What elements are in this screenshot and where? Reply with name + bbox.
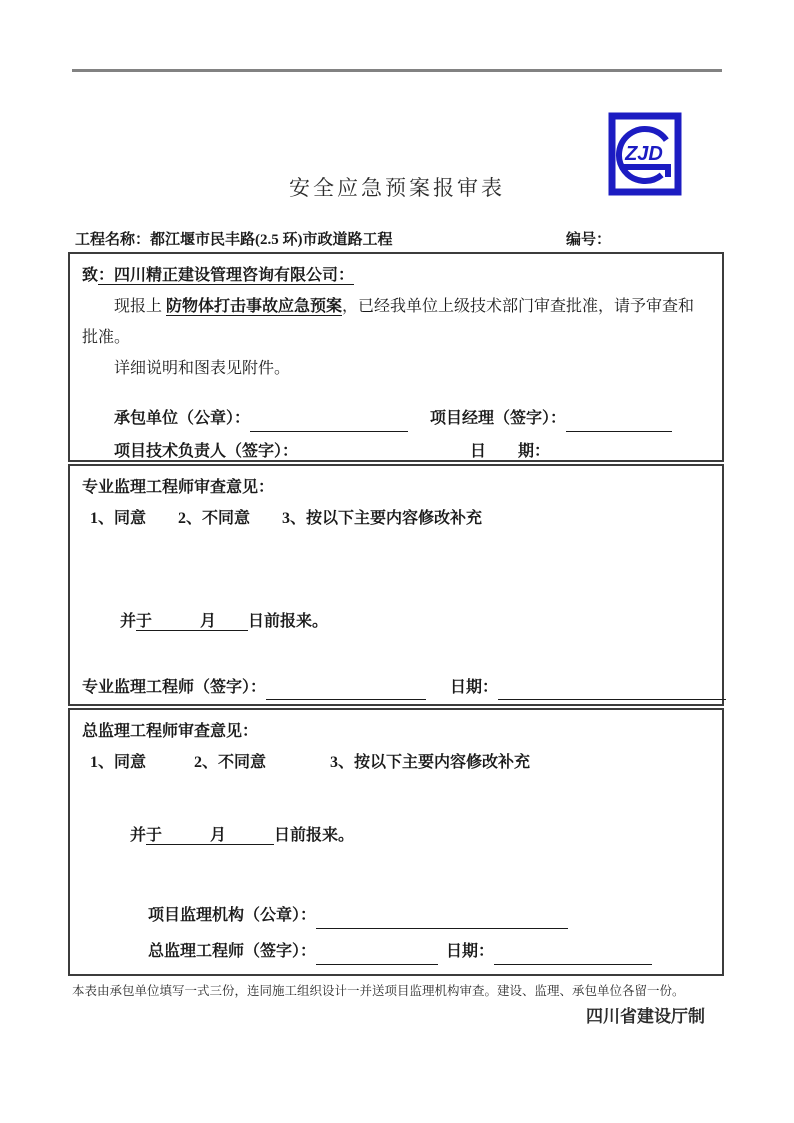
top-divider-rule <box>72 69 722 72</box>
chief-signature-label: 总监理工程师（签字）： <box>148 943 317 960</box>
deadline-prefix: 并 <box>120 613 137 630</box>
org-seal-blank <box>316 910 568 929</box>
supervisor-signature-blank <box>266 681 426 700</box>
chief-signature-row <box>82 935 710 968</box>
chief-deadline-blank: 于 月 <box>146 827 275 844</box>
tech-director-label: 项目技术负责人（签字）： <box>114 443 299 460</box>
date-label: 日 期： <box>470 443 551 460</box>
chief-date-label: 日期： <box>446 943 495 960</box>
report-wrap-line: 批准。 <box>82 329 131 346</box>
attachment-note: 详细说明和图表见附件。 <box>114 360 291 377</box>
plan-name: 防物体打击事故应急预案 <box>166 298 343 315</box>
supervisor-signature-label: 专业监理工程师（签字）： <box>82 679 267 696</box>
chief-deadline-prefix: 并 <box>130 827 147 844</box>
chief-options-line: 1、同意 2、不同意 3、按以下主要内容修改补充 <box>90 754 531 771</box>
contractor-signature-row <box>82 402 710 435</box>
doc-number-label: 编号： <box>566 232 612 248</box>
supervisor-date-blank <box>498 681 726 700</box>
form-instruction-note: 本表由承包单位填写一式三份，连同施工组织设计一并送项目监理机构审查。建设、监理、承包单位各留一份。 <box>72 984 685 998</box>
supervisor-deadline-line <box>82 606 710 637</box>
supervisor-options-line: 1、同意 2、不同意 3、按以下主要内容修改补充 <box>90 510 483 527</box>
project-name-value: 都江堰市民丰路(2.5 环)市政道路工程 <box>150 232 393 248</box>
supervisor-review-section <box>68 464 724 706</box>
addressee-line <box>82 260 710 291</box>
supervisor-signature-row <box>82 673 714 703</box>
chief-section-title: 总监理工程师审查意见： <box>82 723 259 740</box>
org-seal-label: 项目监理机构（公章）： <box>148 907 317 924</box>
to-prefix: 致 <box>82 267 99 284</box>
meta-row <box>75 228 725 249</box>
chief-date-blank <box>494 946 652 965</box>
report-line <box>82 291 710 322</box>
page-title: 安全应急预案报审表 <box>289 176 505 200</box>
contractor-seal-blank <box>250 413 408 432</box>
addressee-company: ：四川精正建设管理咨询有限公司： <box>98 267 355 284</box>
contractor-seal-label: 承包单位（公章）： <box>114 410 251 427</box>
project-manager-label: 项目经理（签字）： <box>430 410 567 427</box>
deadline-suffix: 日前报来。 <box>248 613 329 630</box>
supervisor-date-label: 日期： <box>450 679 499 696</box>
contractor-submission-section <box>68 252 724 462</box>
chief-deadline-line <box>82 820 710 851</box>
issuer-authority: 四川省建设厅制 <box>586 1007 705 1026</box>
chief-review-section <box>68 708 724 976</box>
report-prefix: 现报上 <box>114 298 163 315</box>
supervisor-section-title: 专业监理工程师审查意见： <box>82 479 275 496</box>
chief-deadline-suffix: 日前报来。 <box>274 827 355 844</box>
deadline-blank: 于 月 <box>136 613 249 630</box>
date-blank <box>550 446 680 465</box>
supervision-org-row <box>82 899 710 932</box>
logo-text: ZJD <box>625 143 663 165</box>
report-suffix: ，已经我单位上级技术部门审查批准，请予审查和 <box>342 298 695 315</box>
project-manager-blank <box>566 413 672 432</box>
tech-director-blank <box>298 446 410 465</box>
project-name-label: 工程名称： <box>75 232 151 248</box>
chief-signature-blank <box>316 946 438 965</box>
